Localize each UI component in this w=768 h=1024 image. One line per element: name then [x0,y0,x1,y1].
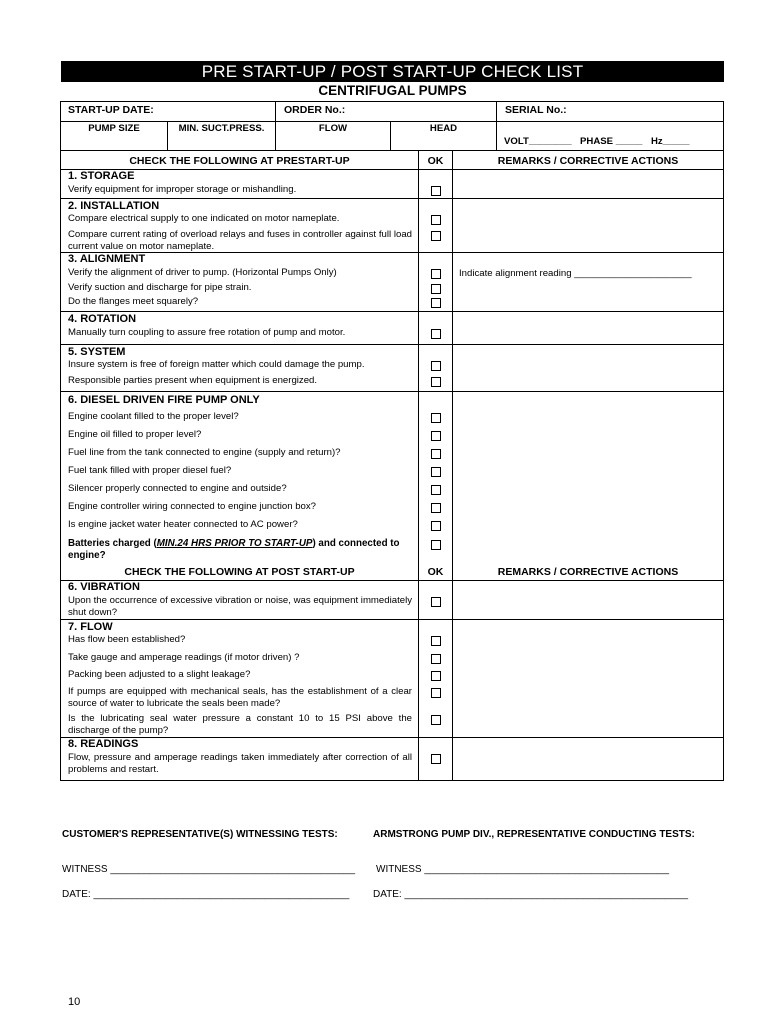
installation-item: Compare electrical supply to one indicated on motor nameplate. [68,213,340,224]
readings-item: Flow, pressure and amperage readings taken immediately after correction of all problems and restart. [68,752,412,775]
readings-checkbox[interactable] [431,754,441,764]
diesel-checkbox[interactable] [431,503,441,513]
head-label: HEAD [429,123,458,134]
installation-title: 2. INSTALLATION [68,200,160,212]
flow-item: Packing been adjusted to a slight leakage? [68,669,251,680]
flow-item: Take gauge and amperage readings (if motor driven) ? [68,652,300,663]
diesel-item: Is engine jacket water heater connected to AC power? [68,519,298,530]
flow-checkbox[interactable] [431,688,441,698]
page-number: 10 [68,996,81,1008]
alignment-reading-remark: Indicate alignment reading ______________________ [459,268,692,279]
date-left-field[interactable]: DATE: ______________________________________________ [62,889,350,900]
witness-right-field[interactable]: WITNESS ____________________________________________ [376,864,670,875]
rotation-checkbox[interactable] [431,329,441,339]
min-suct-press-label: MIN. SUCT.PRESS. [178,123,265,134]
system-item: Insure system is free of foreign matter which could damage the pump. [68,359,365,370]
diesel-checkbox[interactable] [431,431,441,441]
vibration-title: 6. VIBRATION [68,581,140,593]
installation-checkbox[interactable] [431,231,441,241]
witness-left-field[interactable]: WITNESS ____________________________________________ [62,864,356,875]
system-checkbox[interactable] [431,377,441,387]
alignment-item: Verify suction and discharge for pipe strain. [68,282,252,293]
rotation-title: 4. ROTATION [68,313,137,325]
diesel-item: Engine coolant filled to the proper level? [68,411,239,422]
alignment-item: Verify the alignment of driver to pump. (Horizontal Pumps Only) [68,267,337,278]
diesel-item: Silencer properly connected to engine and outside? [68,483,287,494]
pre-ok-heading: OK [427,155,444,167]
diesel-item: Engine oil filled to proper level? [68,429,202,440]
customer-rep-heading: CUSTOMER'S REPRESENTATIVE(S) WITNESSING TESTS: [62,829,338,840]
system-item: Responsible parties present when equipment is energized. [68,375,318,386]
diesel-checkbox[interactable] [431,485,441,495]
flow-item: Has flow been established? [68,634,186,645]
storage-checkbox[interactable] [431,186,441,196]
vibration-checkbox[interactable] [431,597,441,607]
alignment-checkbox[interactable] [431,284,441,294]
installation-checkbox[interactable] [431,215,441,225]
armstrong-rep-heading: ARMSTRONG PUMP DIV., REPRESENTATIVE CONDUCTING TESTS: [373,829,695,840]
page-title: PRE START-UP / POST START-UP CHECK LIST [61,61,724,82]
date-right-field[interactable]: DATE: ___________________________________________________ [373,889,689,900]
readings-title: 8. READINGS [68,738,139,750]
pre-start-heading: CHECK THE FOLLOWING AT PRESTART-UP [129,155,350,167]
diesel-item: Engine controller wiring connected to engine junction box? [68,501,316,512]
alignment-checkbox[interactable] [431,269,441,279]
flow-title: 7. FLOW [68,621,113,633]
hz-field: Hz_____ [651,136,690,147]
flow-item: If pumps are equipped with mechanical seals, has the establishment of a clear source of water to lubricate the seals been made? [68,686,412,709]
vibration-item: Upon the occurrence of excessive vibration or noise, was equipment immediately shut down? [68,595,412,618]
diesel-title: 6. DIESEL DRIVEN FIRE PUMP ONLY [68,394,260,406]
flow-checkbox[interactable] [431,636,441,646]
pump-size-label: PUMP SIZE [88,123,140,134]
diesel-checkbox[interactable] [431,449,441,459]
start-up-date-label: START-UP DATE: [68,104,154,116]
pre-remarks-heading: REMARKS / CORRECTIVE ACTIONS [497,155,679,167]
installation-item: Compare current rating of overload relays and fuses in controller against full load current value on motor nameplate. [68,229,412,252]
phase-field: PHASE _____ [580,136,643,147]
page-subtitle: CENTRIFUGAL PUMPS [318,83,467,98]
flow-item: Is the lubricating seal water pressure a constant 10 to 15 PSI above the discharge of the pump? [68,713,412,736]
diesel-checkbox[interactable] [431,467,441,477]
diesel-item: Fuel line from the tank connected to engine (supply and return)? [68,447,341,458]
flow-checkbox[interactable] [431,671,441,681]
alignment-item: Do the flanges meet squarely? [68,296,199,307]
diesel-checkbox[interactable] [431,413,441,423]
storage-item: Verify equipment for improper storage or mishandling. [68,184,297,195]
system-checkbox[interactable] [431,361,441,371]
flow-label: FLOW [318,123,348,134]
volt-field: VOLT________ [504,136,572,147]
rotation-item: Manually turn coupling to assure free rotation of pump and motor. [68,327,346,338]
alignment-checkbox[interactable] [431,298,441,308]
battery-item: Batteries charged (MIN.24 HRS PRIOR TO START-UP) and connected to engine? [68,538,400,561]
post-remarks-heading: REMARKS / CORRECTIVE ACTIONS [497,566,679,578]
order-no-label: ORDER No.: [284,104,346,116]
system-title: 5. SYSTEM [68,346,126,358]
post-start-heading: CHECK THE FOLLOWING AT POST START-UP [124,566,355,578]
flow-checkbox[interactable] [431,654,441,664]
battery-checkbox[interactable] [431,540,441,550]
storage-title: 1. STORAGE [68,170,135,182]
diesel-item: Fuel tank filled with proper diesel fuel? [68,465,232,476]
alignment-title: 3. ALIGNMENT [68,253,146,265]
flow-checkbox[interactable] [431,715,441,725]
post-ok-heading: OK [427,566,444,578]
serial-no-label: SERIAL No.: [505,104,567,116]
diesel-checkbox[interactable] [431,521,441,531]
